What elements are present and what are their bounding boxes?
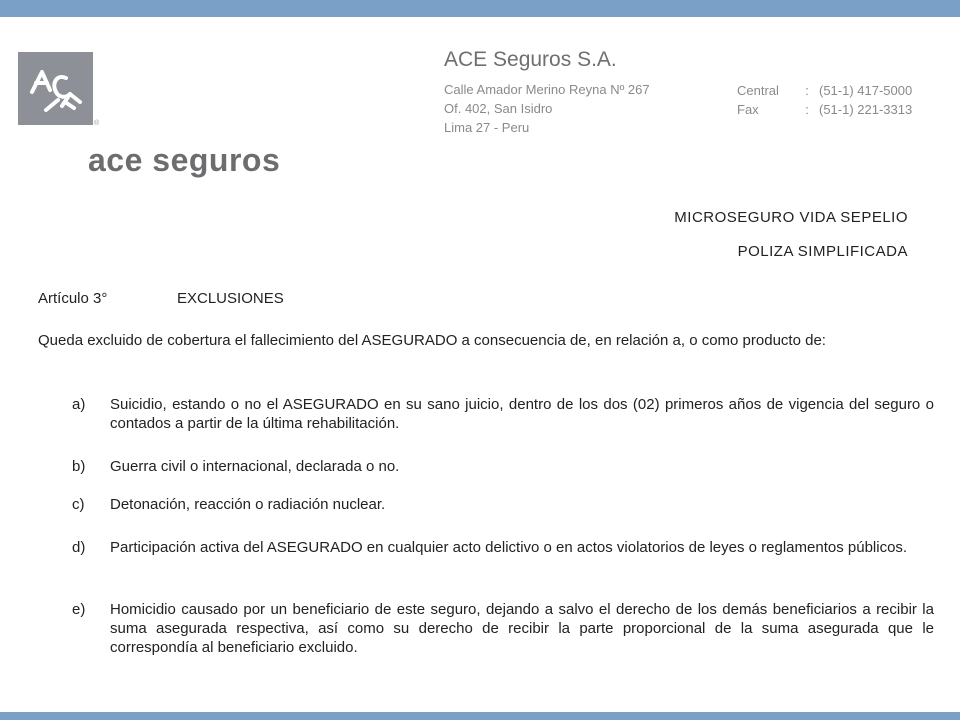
intro-paragraph: Queda excluido de cobertura el fallecimiento del ASEGURADO a consecuencia de, en relación a, o como producto de: xyxy=(38,332,826,349)
company-name: ACE Seguros S.A. xyxy=(444,48,617,71)
brand-wordmark: ace seguros xyxy=(88,142,281,178)
contact-central xyxy=(737,83,912,98)
item-marker: c) xyxy=(72,496,85,513)
item-marker: d) xyxy=(72,539,86,556)
item-text: Homicidio causado por un beneficiario de este seguro, dejando a salvo el derecho de los demás beneficiarios a recibir la suma asegurada respectiva, así como su derecho de recibir la parte proporcional de la suma asegurada que le correspondía al beneficiario excluido. xyxy=(110,601,934,656)
address-line: Of. 402, San Isidro xyxy=(444,101,553,116)
contact-separator: : xyxy=(805,83,809,98)
document-title: MICROSEGURO VIDA SEPELIO xyxy=(674,209,908,226)
contact-value: (51-1) 221-3313 xyxy=(819,102,913,117)
article-heading: EXCLUSIONES xyxy=(177,290,284,307)
registered-mark: ® xyxy=(94,120,100,127)
bottom-frame-bar xyxy=(0,712,960,720)
ace-logo-icon xyxy=(18,52,93,125)
contact-value: (51-1) 417-5000 xyxy=(819,83,913,98)
item-text: Detonación, reacción o radiación nuclear. xyxy=(110,496,386,513)
item-marker: e) xyxy=(72,601,86,618)
address-line: Lima 27 - Peru xyxy=(444,120,530,135)
contact-separator: : xyxy=(805,102,809,117)
document-subtitle: POLIZA SIMPLIFICADA xyxy=(737,243,908,260)
item-marker: b) xyxy=(72,458,86,475)
item-text: Suicidio, estando o no el ASEGURADO en su sano juicio, dentro de los dos (02) primeros años de vigencia del seguro o contados a partir de la última rehabilitación. xyxy=(110,396,934,432)
contact-fax xyxy=(737,102,912,117)
contact-label: Fax xyxy=(737,102,759,117)
top-frame-bar xyxy=(0,0,960,17)
article-number: Artículo 3° xyxy=(38,290,108,307)
item-text: Guerra civil o internacional, declarada o no. xyxy=(110,458,400,475)
item-text: Participación activa del ASEGURADO en cualquier acto delictivo o en actos violatorios de leyes o reglamentos públicos. xyxy=(110,539,908,556)
item-marker: a) xyxy=(72,396,86,413)
address-line: Calle Amador Merino Reyna Nº 267 xyxy=(444,82,650,97)
contact-label: Central xyxy=(737,83,779,98)
